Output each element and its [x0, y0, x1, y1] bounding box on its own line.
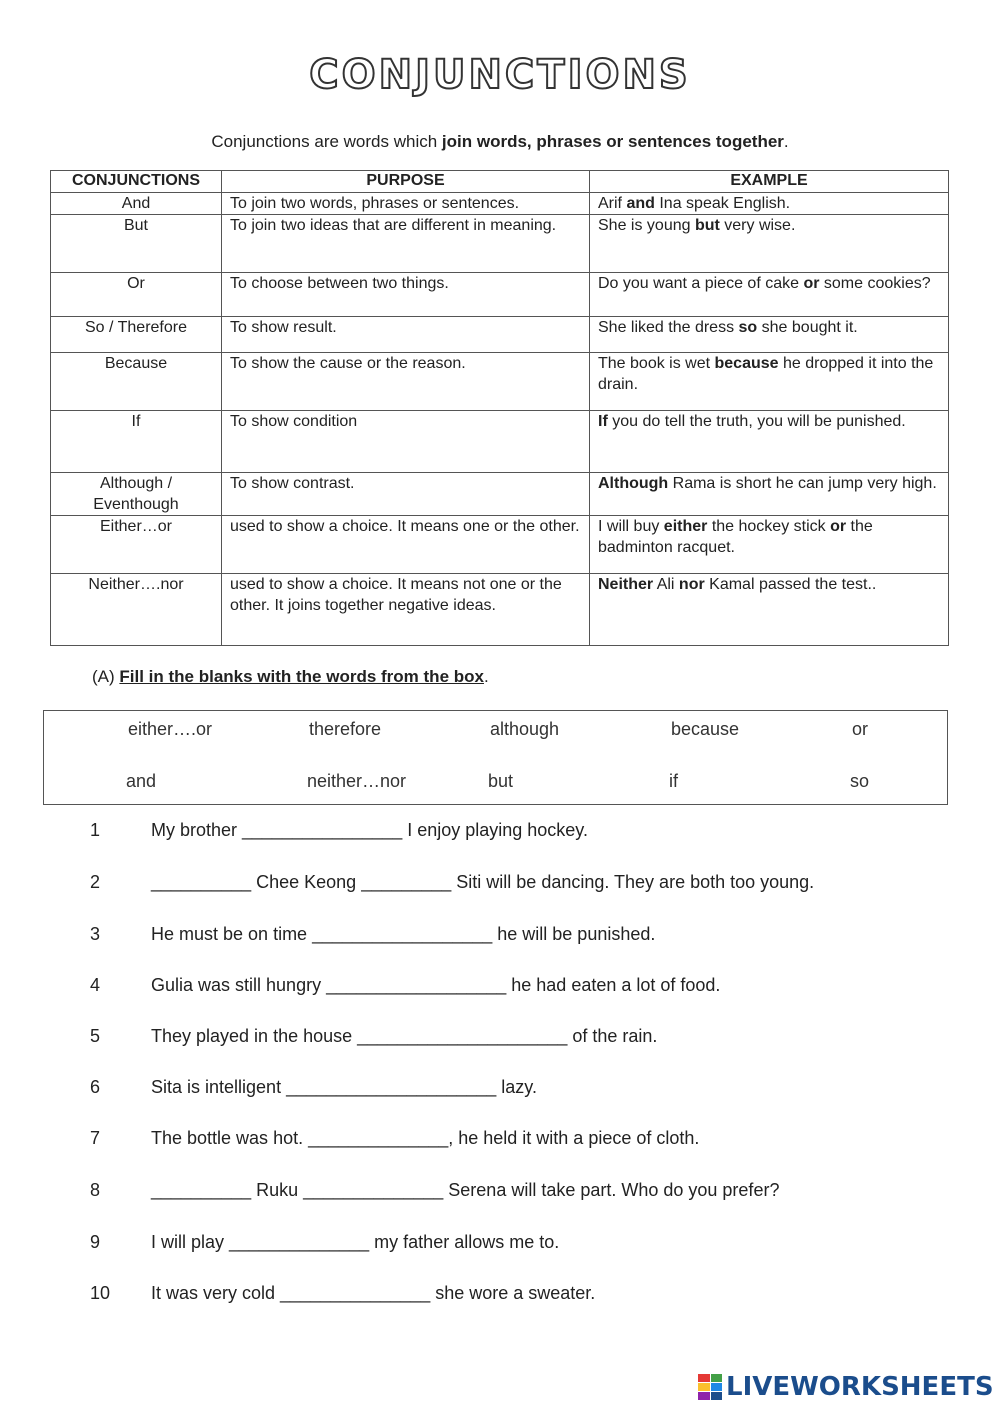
example-text: some cookies?	[819, 275, 931, 292]
example-text: the hockey stick	[707, 518, 831, 535]
conjunction-cell: So / Therefore	[51, 317, 222, 353]
example-text: Kamal passed the test..	[704, 576, 877, 593]
conjunction-cell: Although / Eventhough	[51, 473, 222, 516]
word-box	[43, 710, 948, 805]
example-cell	[590, 273, 949, 317]
question-number: 9	[90, 1232, 101, 1252]
example-keyword: or	[830, 518, 847, 535]
conjunctions-table	[50, 170, 949, 646]
word-option: and	[126, 771, 157, 791]
logo-text: LIVEWORKSHEETS	[726, 1372, 994, 1402]
question-row	[0, 1180, 1000, 1204]
question-number: 1	[90, 820, 101, 840]
example-text: the badminton racquet.	[598, 518, 873, 556]
question-row	[0, 1026, 1000, 1050]
section-prefix: (A)	[92, 667, 120, 686]
question-text: __________ Ruku ______________ Serena will take part. Who do you prefer?	[151, 1180, 780, 1200]
question-row	[0, 1077, 1000, 1101]
intro-before: Conjunctions are words which	[211, 132, 442, 151]
header-purpose: PURPOSE	[222, 171, 590, 193]
section-suffix: .	[483, 667, 489, 686]
word-option: neither…nor	[307, 771, 407, 791]
table-row	[51, 473, 949, 516]
word-option: because	[671, 719, 740, 739]
purpose-cell: To show condition	[222, 411, 590, 473]
conjunction-cell: If	[51, 411, 222, 473]
section-a-heading	[92, 667, 489, 687]
example-text: Ina speak English.	[654, 195, 791, 212]
example-text: Ali	[653, 576, 679, 593]
section-instruction: Fill in the blanks with the words from the box	[119, 667, 484, 686]
purpose-cell: To show the cause or the reason.	[222, 353, 590, 411]
logo-square	[698, 1374, 710, 1382]
logo-square	[698, 1383, 710, 1391]
question-row	[0, 924, 1000, 948]
question-text: It was very cold _______________ she wore a sweater.	[151, 1283, 596, 1303]
question-text: I will play ______________ my father allows me to.	[151, 1232, 560, 1252]
conjunction-cell: Because	[51, 353, 222, 411]
conjunction-cell: But	[51, 215, 222, 273]
question-number: 10	[90, 1283, 111, 1303]
worksheet-title: CONJUNCTIONS	[309, 52, 691, 98]
example-keyword: so	[738, 319, 758, 336]
purpose-cell: To show contrast.	[222, 473, 590, 516]
question-number: 2	[90, 872, 101, 892]
word-option: although	[490, 719, 560, 739]
question-number: 6	[90, 1077, 101, 1097]
purpose-cell: To join two ideas that are different in meaning.	[222, 215, 590, 273]
word-option: but	[488, 771, 514, 791]
question-number: 5	[90, 1026, 101, 1046]
question-row	[0, 872, 1000, 896]
word-option: or	[852, 719, 869, 739]
question-text: My brother ________________ I enjoy playing hockey.	[151, 820, 588, 840]
example-text: she bought it.	[757, 319, 858, 336]
table-row	[51, 317, 949, 353]
example-cell	[590, 317, 949, 353]
intro-text	[0, 132, 1000, 152]
purpose-cell: used to show a choice. It means one or the other.	[222, 516, 590, 574]
table-row	[51, 516, 949, 574]
table-row	[51, 574, 949, 646]
question-number: 3	[90, 924, 101, 944]
question-text: The bottle was hot. ______________, he held it with a piece of cloth.	[151, 1128, 700, 1148]
example-keyword: but	[694, 217, 720, 234]
table-row	[51, 193, 949, 215]
example-keyword: and	[626, 195, 655, 212]
example-text: She liked the dress	[598, 319, 739, 336]
table-row	[51, 411, 949, 473]
purpose-cell: To join two words, phrases or sentences.	[222, 193, 590, 215]
example-cell	[590, 193, 949, 215]
example-text: very wise.	[719, 217, 796, 234]
example-text: you do tell the truth, you will be punished.	[607, 413, 906, 430]
example-keyword: because	[714, 355, 779, 372]
example-text: She is young	[598, 217, 695, 234]
example-text: Do you want a piece of cake	[598, 275, 804, 292]
question-number: 4	[90, 975, 101, 995]
purpose-cell: To choose between two things.	[222, 273, 590, 317]
example-keyword: either	[663, 518, 708, 535]
header-example: EXAMPLE	[590, 171, 949, 193]
word-option: if	[669, 771, 678, 791]
intro-after: .	[783, 132, 789, 151]
intro-bold: join words, phrases or sentences together	[441, 132, 784, 151]
table-row	[51, 273, 949, 317]
example-keyword: Although	[598, 475, 669, 492]
liveworksheets-logo	[698, 1370, 994, 1404]
table-row	[51, 215, 949, 273]
purpose-cell: used to show a choice. It means not one or the other. It joins together negative ideas.	[222, 574, 590, 646]
question-row	[0, 975, 1000, 999]
word-option: so	[850, 771, 870, 791]
conjunction-cell: Neither….nor	[51, 574, 222, 646]
question-text: He must be on time __________________ he will be punished.	[151, 924, 656, 944]
question-row	[0, 820, 1000, 844]
example-text: I will buy	[598, 518, 664, 535]
logo-square	[698, 1392, 710, 1400]
word-option: therefore	[309, 719, 382, 739]
example-text: The book is wet	[598, 355, 715, 372]
question-row	[0, 1232, 1000, 1256]
example-cell	[590, 574, 949, 646]
question-text: Gulia was still hungry __________________ he had eaten a lot of food.	[151, 975, 721, 995]
question-number: 8	[90, 1180, 101, 1200]
conjunction-cell: Or	[51, 273, 222, 317]
example-cell	[590, 411, 949, 473]
question-text: __________ Chee Keong _________ Siti will be dancing. They are both too young.	[151, 872, 815, 892]
example-text: he dropped it into the drain.	[598, 355, 934, 393]
purpose-cell: To show result.	[222, 317, 590, 353]
example-cell	[590, 473, 949, 516]
word-option: either….or	[128, 719, 213, 739]
example-keyword: nor	[678, 576, 705, 593]
question-number: 7	[90, 1128, 101, 1148]
header-conjunctions: CONJUNCTIONS	[51, 171, 222, 193]
logo-square	[711, 1374, 723, 1382]
table-header-row	[51, 171, 949, 193]
question-row	[0, 1283, 1000, 1307]
example-cell	[590, 353, 949, 411]
question-text: Sita is intelligent _____________________ lazy.	[151, 1077, 537, 1097]
question-row	[0, 1128, 1000, 1152]
example-keyword: Neither	[598, 576, 654, 593]
logo-icon	[698, 1374, 722, 1400]
example-cell	[590, 516, 949, 574]
conjunction-cell: And	[51, 193, 222, 215]
example-cell	[590, 215, 949, 273]
logo-square	[711, 1383, 723, 1391]
table-row	[51, 353, 949, 411]
question-text: They played in the house _____________________ of the rain.	[151, 1026, 658, 1046]
example-keyword: If	[598, 413, 608, 430]
logo-square	[711, 1392, 723, 1400]
example-keyword: or	[803, 275, 820, 292]
conjunction-cell: Either…or	[51, 516, 222, 574]
example-text: Arif	[598, 195, 627, 212]
example-text: Rama is short he can jump very high.	[668, 475, 937, 492]
